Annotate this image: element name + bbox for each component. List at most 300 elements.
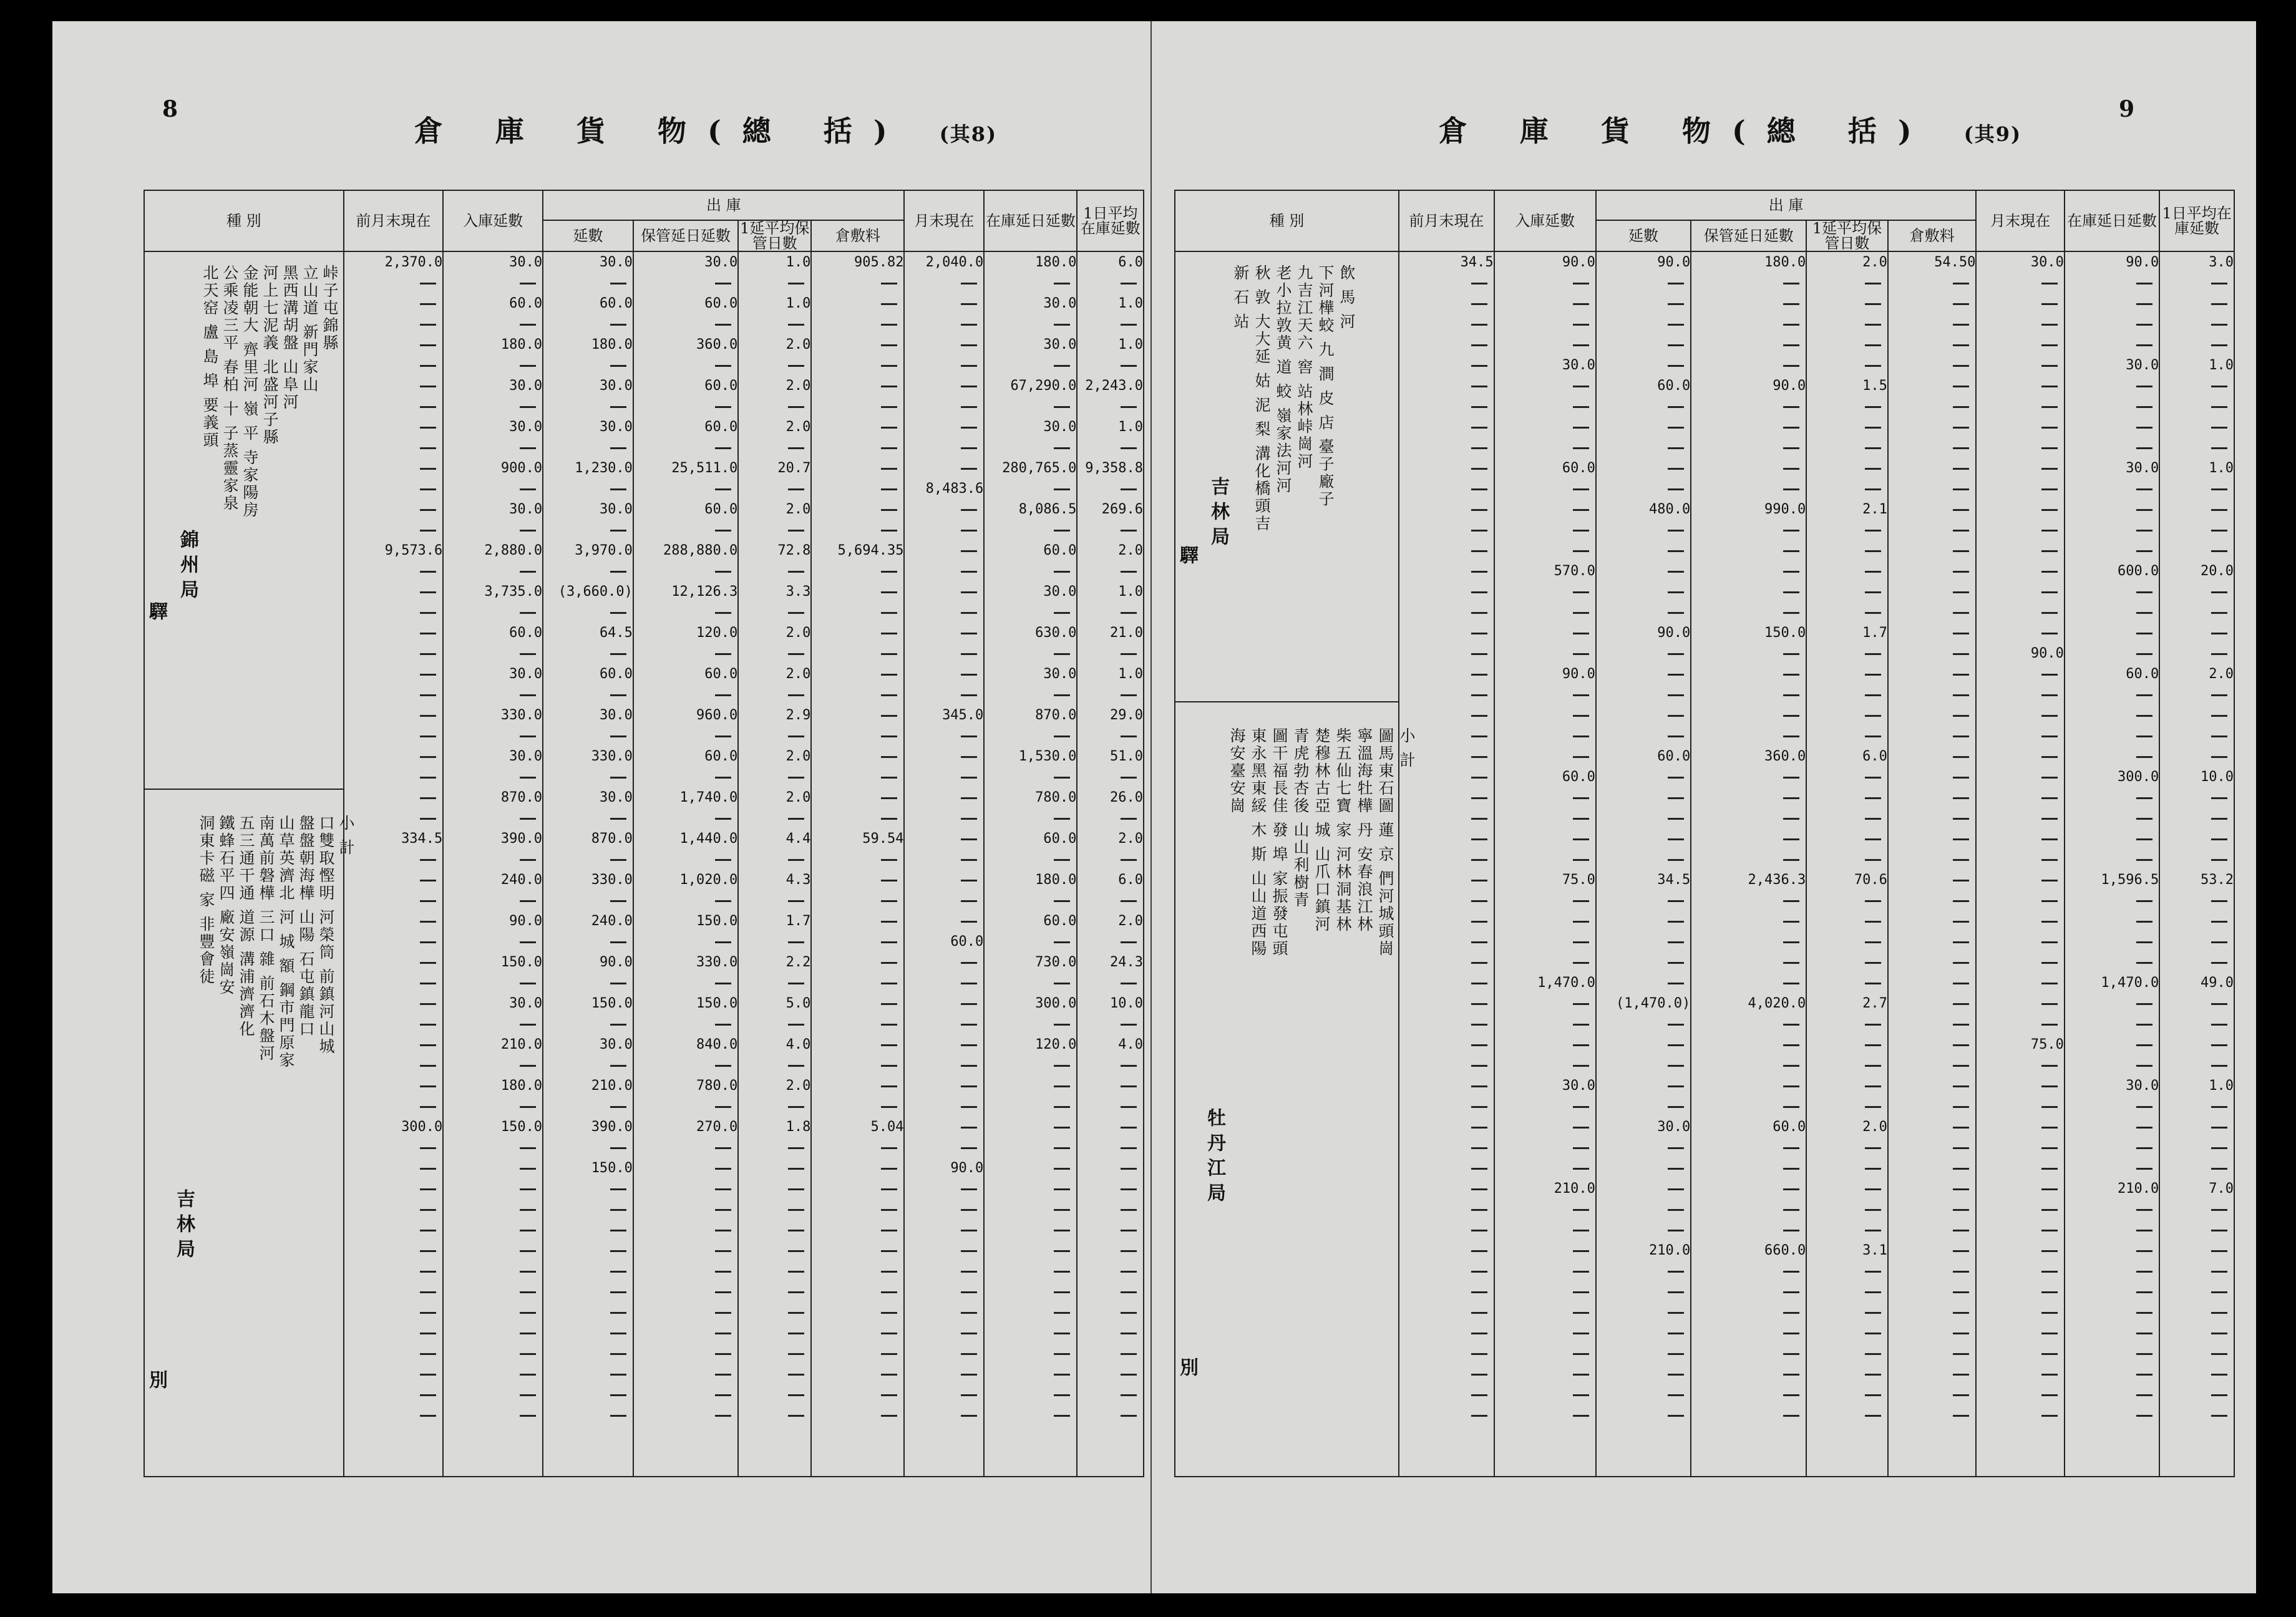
- empty-dash: [2065, 334, 2159, 355]
- empty-dash: [1077, 1117, 1143, 1137]
- empty-dash: [1691, 458, 1806, 478]
- empty-dash: [2065, 787, 2159, 808]
- empty-dash: [905, 1343, 983, 1364]
- empty-dash: [1597, 1096, 1690, 1117]
- empty-dash: [1399, 458, 1493, 478]
- empty-dash: [1889, 828, 1976, 849]
- empty-dash: [1077, 1384, 1143, 1405]
- empty-dash: [739, 355, 810, 376]
- cell-value: 180.0: [1035, 255, 1077, 270]
- empty-dash: [344, 520, 443, 540]
- empty-dash: [1399, 355, 1493, 376]
- cell-value: 2.2: [786, 954, 811, 970]
- empty-dash: [812, 1261, 903, 1281]
- empty-dash: [2160, 1364, 2234, 1384]
- empty-dash: [1077, 726, 1143, 746]
- cell-value: 1.0: [2209, 460, 2234, 476]
- empty-dash: [1807, 973, 1887, 993]
- empty-dash: [1807, 437, 1887, 458]
- cell-value: 345.0: [942, 707, 984, 723]
- empty-dash: [2065, 993, 2159, 1014]
- empty-dash: [739, 1178, 810, 1199]
- empty-dash: [2160, 931, 2234, 952]
- cell-value: 180.0: [1764, 255, 1806, 270]
- empty-dash: [1889, 1055, 1976, 1076]
- empty-dash: [634, 1302, 737, 1323]
- empty-dash: [812, 643, 903, 664]
- cell-value: 51.0: [1110, 749, 1143, 764]
- empty-dash: [1399, 520, 1493, 540]
- cell-value: 570.0: [1554, 563, 1595, 579]
- empty-dash: [634, 931, 737, 952]
- empty-dash: [1077, 437, 1143, 458]
- empty-dash: [739, 1364, 810, 1384]
- empty-dash: [1977, 664, 2063, 684]
- station-name: 青虎勃杏後 山山利樹青: [1292, 727, 1310, 909]
- empty-dash: [905, 664, 983, 684]
- cell-value: 150.0: [500, 954, 543, 970]
- empty-dash: [1495, 1261, 1595, 1281]
- empty-dash: [444, 726, 542, 746]
- empty-dash: [1077, 1014, 1143, 1034]
- cell-value: 8,086.5: [1018, 502, 1077, 517]
- empty-dash: [1597, 334, 1690, 355]
- empty-dash: [1691, 1261, 1806, 1281]
- empty-dash: [1597, 849, 1690, 870]
- prev-column: [1399, 251, 1494, 1477]
- empty-dash: [1597, 437, 1690, 458]
- cell-value: 780.0: [696, 1078, 738, 1094]
- empty-dash: [812, 1281, 903, 1302]
- cell-value: 30.0: [704, 255, 738, 270]
- cell-value: 20.7: [777, 460, 811, 476]
- empty-dash: [2065, 437, 2159, 458]
- empty-dash: [1597, 890, 1690, 911]
- empty-dash: [2160, 1281, 2234, 1302]
- cell-value: 3.1: [1862, 1243, 1887, 1258]
- col-avg: 1延平均保管日數: [738, 220, 811, 251]
- empty-dash: [985, 973, 1076, 993]
- empty-dash: [1889, 417, 1976, 437]
- empty-dash: [344, 1076, 443, 1096]
- empty-dash: [1077, 890, 1143, 911]
- empty-dash: [1495, 931, 1595, 952]
- station-name: 秋 敦 大大延 姑 泥 梨 溝化橋頭吉: [1253, 265, 1271, 533]
- empty-dash: [812, 623, 903, 643]
- empty-dash: [905, 520, 983, 540]
- station-name: 金能朝大 齊里河 嶺 平 寺家陽房: [241, 265, 259, 519]
- empty-dash: [1807, 705, 1887, 726]
- empty-dash: [1691, 1220, 1806, 1240]
- cell-value: 6.0: [1862, 749, 1887, 764]
- empty-dash: [2160, 437, 2234, 458]
- cell-value: 2.0: [1118, 831, 1143, 847]
- empty-dash: [1691, 808, 1806, 828]
- cell-value: 2.9: [786, 707, 811, 723]
- empty-dash: [1077, 1076, 1143, 1096]
- empty-dash: [1495, 293, 1595, 314]
- empty-dash: [344, 314, 443, 334]
- empty-dash: [1889, 993, 1976, 1014]
- empty-dash: [2160, 1137, 2234, 1158]
- empty-dash: [1691, 1323, 1806, 1343]
- empty-dash: [739, 437, 810, 458]
- empty-dash: [1977, 767, 2063, 787]
- empty-dash: [1889, 396, 1976, 417]
- empty-dash: [1597, 417, 1690, 437]
- empty-dash: [634, 1240, 737, 1261]
- empty-dash: [1495, 808, 1595, 828]
- station-name: 峠子屯錦縣: [321, 265, 339, 352]
- cell-value: 2.0: [2209, 666, 2234, 682]
- empty-dash: [905, 1302, 983, 1323]
- cell-value: 60.0: [1043, 543, 1077, 558]
- page-number: 8: [162, 96, 178, 122]
- empty-dash: [812, 458, 903, 478]
- cell-value: 30.0: [509, 419, 543, 435]
- cell-value: 60.0: [704, 378, 738, 394]
- empty-dash: [1399, 1261, 1493, 1281]
- empty-dash: [905, 952, 983, 973]
- cell-value: 1.0: [2209, 1078, 2234, 1094]
- empty-dash: [812, 911, 903, 931]
- cell-value: 30.0: [599, 378, 633, 394]
- empty-dash: [1399, 1405, 1493, 1425]
- empty-dash: [444, 973, 542, 993]
- empty-dash: [1399, 643, 1493, 664]
- empty-dash: [905, 643, 983, 664]
- empty-dash: [444, 1343, 542, 1364]
- empty-dash: [2065, 1240, 2159, 1261]
- empty-dash: [1077, 1199, 1143, 1220]
- empty-dash: [2160, 1055, 2234, 1076]
- empty-dash: [1977, 1261, 2063, 1281]
- empty-dash: [1977, 623, 2063, 643]
- empty-dash: [1077, 643, 1143, 664]
- empty-dash: [985, 1137, 1076, 1158]
- cell-value: 240.0: [591, 913, 633, 929]
- empty-dash: [985, 396, 1076, 417]
- empty-dash: [344, 376, 443, 396]
- empty-dash: [344, 417, 443, 437]
- empty-dash: [543, 931, 633, 952]
- cell-value: 75.0: [2030, 1037, 2064, 1052]
- empty-dash: [1889, 1240, 1976, 1261]
- empty-dash: [812, 1158, 903, 1178]
- empty-dash: [812, 767, 903, 787]
- cell-value: 30.0: [1043, 666, 1077, 682]
- station-name: 圖干福長佳 發 埠 家振發屯頭: [1270, 727, 1288, 958]
- empty-dash: [1495, 890, 1595, 911]
- empty-dash: [905, 376, 983, 396]
- empty-dash: [2160, 1240, 2234, 1261]
- empty-dash: [1807, 664, 1887, 684]
- empty-dash: [985, 1158, 1076, 1178]
- empty-dash: [1977, 1302, 2063, 1323]
- col-kind: 種 別: [144, 190, 344, 251]
- empty-dash: [739, 931, 810, 952]
- empty-dash: [1691, 334, 1806, 355]
- empty-dash: [812, 1323, 903, 1343]
- empty-dash: [1691, 1199, 1806, 1220]
- empty-dash: [1597, 1055, 1690, 1076]
- empty-dash: [2160, 293, 2234, 314]
- cell-value: 5,694.35: [837, 543, 904, 558]
- empty-dash: [444, 1014, 542, 1034]
- empty-dash: [1399, 705, 1493, 726]
- empty-dash: [812, 931, 903, 952]
- empty-dash: [1977, 911, 2063, 931]
- empty-dash: [1807, 540, 1887, 561]
- empty-dash: [1597, 540, 1690, 561]
- cell-value: 30.0: [2126, 357, 2159, 373]
- empty-dash: [1807, 334, 1887, 355]
- empty-dash: [344, 334, 443, 355]
- empty-dash: [1691, 1137, 1806, 1158]
- empty-dash: [1977, 1364, 2063, 1384]
- empty-dash: [634, 849, 737, 870]
- empty-dash: [344, 293, 443, 314]
- empty-dash: [543, 1240, 633, 1261]
- empty-dash: [1807, 396, 1887, 417]
- cell-value: 72.8: [777, 543, 811, 558]
- empty-dash: [1495, 1281, 1595, 1302]
- station-name: 圖馬東石圖 蓮 京 們河城頭崗: [1376, 727, 1394, 958]
- empty-dash: [1889, 870, 1976, 890]
- empty-dash: [444, 1384, 542, 1405]
- empty-dash: [1691, 581, 1806, 602]
- empty-dash: [2065, 726, 2159, 746]
- empty-dash: [543, 1014, 633, 1034]
- out-column: [543, 251, 633, 1477]
- empty-dash: [1077, 849, 1143, 870]
- empty-dash: [2160, 849, 2234, 870]
- empty-dash: [344, 726, 443, 746]
- empty-dash: [634, 273, 737, 293]
- empty-dash: [812, 1137, 903, 1158]
- cell-value: 730.0: [1035, 954, 1077, 970]
- empty-dash: [2065, 952, 2159, 973]
- empty-dash: [634, 890, 737, 911]
- empty-dash: [1691, 767, 1806, 787]
- empty-dash: [1597, 973, 1690, 993]
- empty-dash: [1807, 828, 1887, 849]
- col-stock: 在庫延日延數: [2065, 190, 2159, 251]
- empty-dash: [1977, 1199, 2063, 1220]
- empty-dash: [1495, 684, 1595, 705]
- empty-dash: [2160, 1323, 2234, 1343]
- empty-dash: [2160, 1343, 2234, 1364]
- empty-dash: [985, 1405, 1076, 1425]
- empty-dash: [739, 849, 810, 870]
- empty-dash: [1495, 1384, 1595, 1405]
- office-label: 錦州局: [177, 530, 198, 605]
- empty-dash: [1889, 931, 1976, 952]
- in-column: [443, 251, 543, 1477]
- empty-dash: [1597, 1178, 1690, 1199]
- empty-dash: [1077, 1405, 1143, 1425]
- empty-dash: [985, 1055, 1076, 1076]
- empty-dash: [634, 1220, 737, 1240]
- empty-dash: [1495, 1014, 1595, 1034]
- empty-dash: [1495, 499, 1595, 520]
- col-in: 入庫延數: [1494, 190, 1596, 251]
- empty-dash: [905, 314, 983, 334]
- empty-dash: [543, 1261, 633, 1281]
- empty-dash: [1495, 1240, 1595, 1261]
- empty-dash: [1807, 1055, 1887, 1076]
- empty-dash: [344, 1323, 443, 1343]
- empty-dash: [2160, 1405, 2234, 1425]
- empty-dash: [812, 561, 903, 581]
- empty-dash: [344, 1034, 443, 1055]
- empty-dash: [1807, 684, 1887, 705]
- empty-dash: [634, 726, 737, 746]
- empty-dash: [1889, 499, 1976, 520]
- empty-dash: [1977, 1117, 2063, 1137]
- empty-dash: [1691, 849, 1806, 870]
- empty-dash: [812, 664, 903, 684]
- empty-dash: [543, 602, 633, 623]
- empty-dash: [1889, 1302, 1976, 1323]
- empty-dash: [1399, 1323, 1493, 1343]
- empty-dash: [444, 355, 542, 376]
- empty-dash: [1807, 1302, 1887, 1323]
- col-out-count: 延數: [543, 220, 633, 251]
- empty-dash: [634, 478, 737, 499]
- empty-dash: [2065, 602, 2159, 623]
- empty-dash: [1495, 787, 1595, 808]
- title-text: 倉 庫 貨 物(總 括): [414, 114, 908, 148]
- col-storage: 保管延日延數: [633, 220, 738, 251]
- cell-value: 2.7: [1862, 996, 1887, 1011]
- empty-dash: [1977, 355, 2063, 376]
- empty-dash: [1399, 1137, 1493, 1158]
- cell-value: 150.0: [591, 996, 633, 1011]
- empty-dash: [1399, 1302, 1493, 1323]
- cell-value: 2,040.0: [925, 255, 984, 270]
- empty-dash: [905, 767, 983, 787]
- empty-dash: [1399, 1384, 1493, 1405]
- empty-dash: [739, 1281, 810, 1302]
- empty-dash: [1495, 437, 1595, 458]
- empty-dash: [2065, 396, 2159, 417]
- col-fee: 倉敷料: [1888, 220, 1977, 251]
- cell-value: 90.0: [1657, 625, 1691, 641]
- empty-dash: [905, 581, 983, 602]
- empty-dash: [1889, 684, 1976, 705]
- empty-dash: [444, 1096, 542, 1117]
- empty-dash: [444, 1240, 542, 1261]
- empty-dash: [344, 1405, 443, 1425]
- empty-dash: [1077, 767, 1143, 787]
- empty-dash: [1495, 1364, 1595, 1384]
- empty-dash: [1889, 1405, 1976, 1425]
- empty-dash: [1597, 581, 1690, 602]
- empty-dash: [1691, 1014, 1806, 1034]
- empty-dash: [1977, 273, 2063, 293]
- empty-dash: [1495, 828, 1595, 849]
- prev-column: [344, 251, 444, 1477]
- empty-dash: [812, 334, 903, 355]
- daily-column: [2159, 251, 2234, 1477]
- empty-dash: [1977, 808, 2063, 828]
- empty-dash: [985, 1096, 1076, 1117]
- cell-value: 900.0: [500, 460, 543, 476]
- empty-dash: [2065, 746, 2159, 767]
- cell-value: 905.82: [854, 255, 904, 270]
- empty-dash: [1597, 1034, 1690, 1055]
- empty-dash: [739, 520, 810, 540]
- empty-dash: [1807, 1199, 1887, 1220]
- cell-value: 30.0: [599, 502, 633, 517]
- empty-dash: [1889, 581, 1976, 602]
- empty-dash: [812, 1034, 903, 1055]
- empty-dash: [1399, 1281, 1493, 1302]
- empty-dash: [1977, 376, 2063, 396]
- empty-dash: [1399, 623, 1493, 643]
- empty-dash: [985, 1302, 1076, 1323]
- cell-value: 4.4: [786, 831, 811, 847]
- empty-dash: [905, 1096, 983, 1117]
- empty-dash: [1399, 1076, 1493, 1096]
- empty-dash: [1597, 1014, 1690, 1034]
- fee-column: [811, 251, 904, 1477]
- empty-dash: [1495, 1323, 1595, 1343]
- empty-dash: [1399, 684, 1493, 705]
- empty-dash: [344, 623, 443, 643]
- empty-dash: [739, 273, 810, 293]
- cell-value: 2.0: [786, 337, 811, 352]
- empty-dash: [1889, 458, 1976, 478]
- empty-dash: [2065, 1364, 2159, 1384]
- empty-dash: [1889, 520, 1976, 540]
- empty-dash: [905, 1220, 983, 1240]
- empty-dash: [1889, 1137, 1976, 1158]
- cell-value: 840.0: [696, 1037, 738, 1052]
- empty-dash: [344, 870, 443, 890]
- cell-value: 60.0: [704, 502, 738, 517]
- empty-dash: [812, 973, 903, 993]
- empty-dash: [2065, 478, 2159, 499]
- empty-dash: [1691, 437, 1806, 458]
- empty-dash: [634, 767, 737, 787]
- empty-dash: [1977, 746, 2063, 767]
- cell-value: 30.0: [509, 749, 543, 764]
- empty-dash: [905, 1076, 983, 1096]
- cell-value: 90.0: [950, 1160, 984, 1176]
- empty-dash: [2160, 273, 2234, 293]
- empty-dash: [1077, 602, 1143, 623]
- cell-value: 480.0: [1648, 502, 1691, 517]
- empty-dash: [985, 1261, 1076, 1281]
- empty-dash: [739, 1199, 810, 1220]
- cell-value: 210.0: [1648, 1243, 1691, 1258]
- empty-dash: [1691, 1076, 1806, 1096]
- empty-dash: [1597, 828, 1690, 849]
- empty-dash: [1691, 1343, 1806, 1364]
- empty-dash: [2065, 643, 2159, 664]
- empty-dash: [1495, 1137, 1595, 1158]
- empty-dash: [1399, 334, 1493, 355]
- empty-dash: [1807, 1076, 1887, 1096]
- empty-dash: [739, 1261, 810, 1281]
- cell-value: 1.0: [1118, 296, 1143, 311]
- cell-value: 1,740.0: [679, 790, 738, 805]
- cell-value: 300.0: [2117, 769, 2159, 785]
- empty-dash: [1977, 1281, 2063, 1302]
- empty-dash: [812, 602, 903, 623]
